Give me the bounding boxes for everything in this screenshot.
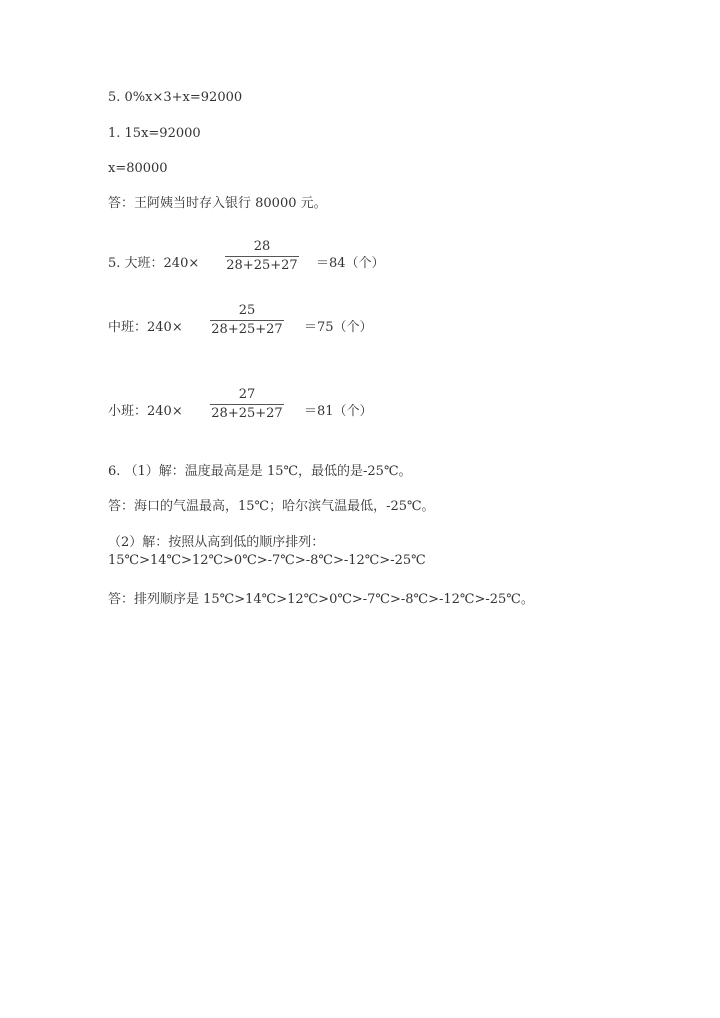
fraction-da — [225, 239, 299, 274]
equation-line-1: 5. 0%x×3+x=92000 — [108, 90, 243, 105]
calc-result-xiao: ＝81（个） — [304, 404, 373, 419]
fraction-xiao — [210, 387, 284, 422]
q6-part1: 6. （1）解：温度最高是是 15℃，最低的是-25℃。 — [108, 464, 412, 479]
calc-result-zhong: ＝75（个） — [304, 320, 373, 335]
calc-lead-zhong: 中班：240× — [108, 320, 183, 335]
fraction-denominator: 28+25+27 — [226, 258, 298, 273]
fraction-numerator: 25 — [238, 303, 256, 318]
fraction-denominator: 28+25+27 — [211, 406, 283, 421]
answer-deposit: 答：王阿姨当时存入银行 80000 元。 — [108, 196, 327, 211]
fraction-denominator: 28+25+27 — [211, 322, 283, 337]
q6-answer2: 答：排列顺序是 15℃>14℃>12℃>0℃>-7℃>-8℃>-12℃>-25℃。 — [108, 592, 534, 607]
equation-line-2: 1. 15x=92000 — [108, 126, 201, 141]
fraction-numerator: 27 — [238, 387, 256, 402]
calc-lead-xiao: 小班：240× — [108, 404, 183, 419]
q6-answer1: 答：海口的气温最高，15℃；哈尔滨气温最低，-25℃。 — [108, 499, 435, 514]
equation-line-3: x=80000 — [108, 161, 168, 176]
fraction-zhong — [210, 303, 284, 338]
q6-part2: （2）解：按照从高到低的顺序排列：15℃>14℃>12℃>0℃>-7℃>-8℃>-12℃>-25℃ — [108, 535, 426, 568]
calc-result-da: ＝84（个） — [316, 256, 385, 271]
fraction-numerator: 28 — [253, 239, 271, 254]
calc-lead-da: 5. 大班：240× — [108, 256, 200, 271]
